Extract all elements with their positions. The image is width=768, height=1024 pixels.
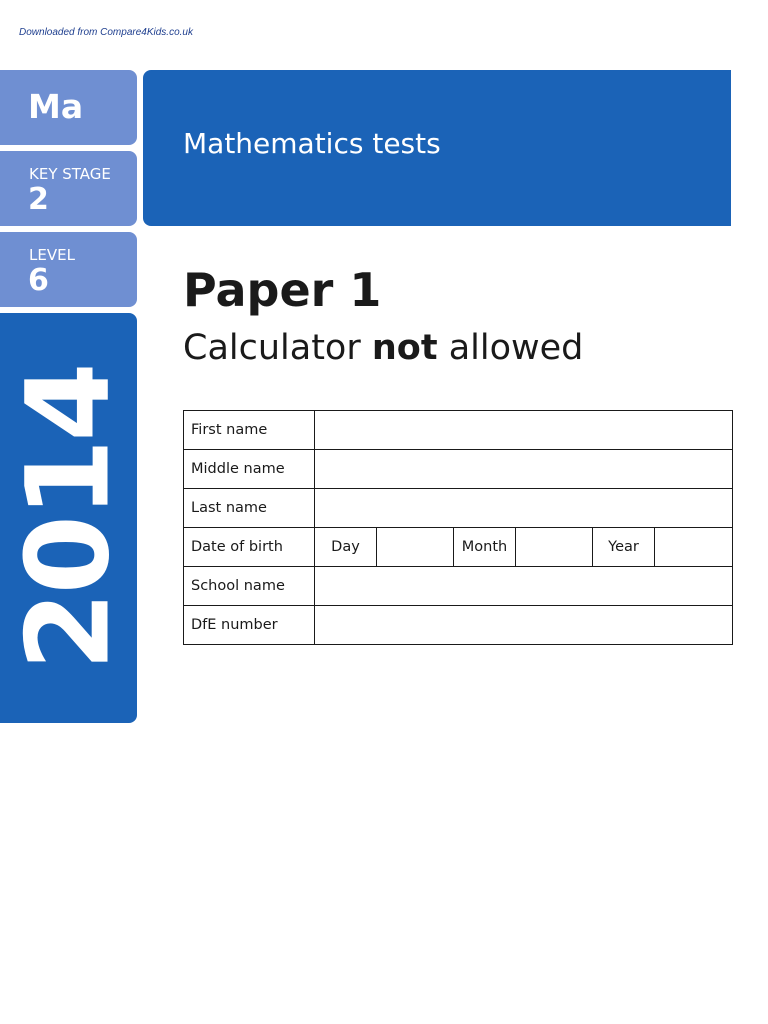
key-stage-value: 2	[28, 182, 49, 217]
first-name-row	[184, 411, 733, 450]
key-stage-label: KEY STAGE	[29, 165, 111, 183]
paper-subtitle	[183, 328, 583, 368]
level-tab	[0, 232, 137, 307]
middle-name-row	[184, 450, 733, 489]
middle-name-field[interactable]	[315, 450, 733, 489]
dob-month-label: Month	[454, 528, 516, 567]
dob-year-field[interactable]	[655, 528, 733, 567]
header-title: Mathematics tests	[183, 127, 441, 160]
dfe-number-field[interactable]	[315, 606, 733, 645]
subtitle-pre: Calculator	[183, 328, 372, 368]
first-name-label: First name	[184, 411, 315, 450]
subject-code: Ma	[28, 87, 84, 126]
first-name-field[interactable]	[315, 411, 733, 450]
dob-day-field[interactable]	[377, 528, 454, 567]
dob-day-label: Day	[315, 528, 377, 567]
dfe-number-row	[184, 606, 733, 645]
school-name-label: School name	[184, 567, 315, 606]
school-name-field[interactable]	[315, 567, 733, 606]
last-name-field[interactable]	[315, 489, 733, 528]
level-label: LEVEL	[29, 246, 75, 264]
dob-year-label: Year	[593, 528, 655, 567]
download-source-note: Downloaded from Compare4Kids.co.uk	[19, 27, 193, 38]
paper-title: Paper 1	[183, 263, 382, 317]
last-name-label: Last name	[184, 489, 315, 528]
header-band	[143, 70, 731, 226]
school-name-row	[184, 567, 733, 606]
subject-tab	[0, 70, 137, 145]
level-value: 6	[28, 263, 49, 298]
subtitle-emphasis: not	[371, 328, 438, 368]
date-of-birth-row	[184, 528, 733, 567]
dob-label: Date of birth	[184, 528, 315, 567]
year-block	[0, 313, 137, 723]
key-stage-tab	[0, 151, 137, 226]
dob-month-field[interactable]	[516, 528, 593, 567]
last-name-row	[184, 489, 733, 528]
dfe-number-label: DfE number	[184, 606, 315, 645]
subtitle-post: allowed	[437, 328, 584, 368]
pupil-details-form	[183, 410, 733, 645]
middle-name-label: Middle name	[184, 450, 315, 489]
year-text: 2014	[1, 365, 135, 671]
